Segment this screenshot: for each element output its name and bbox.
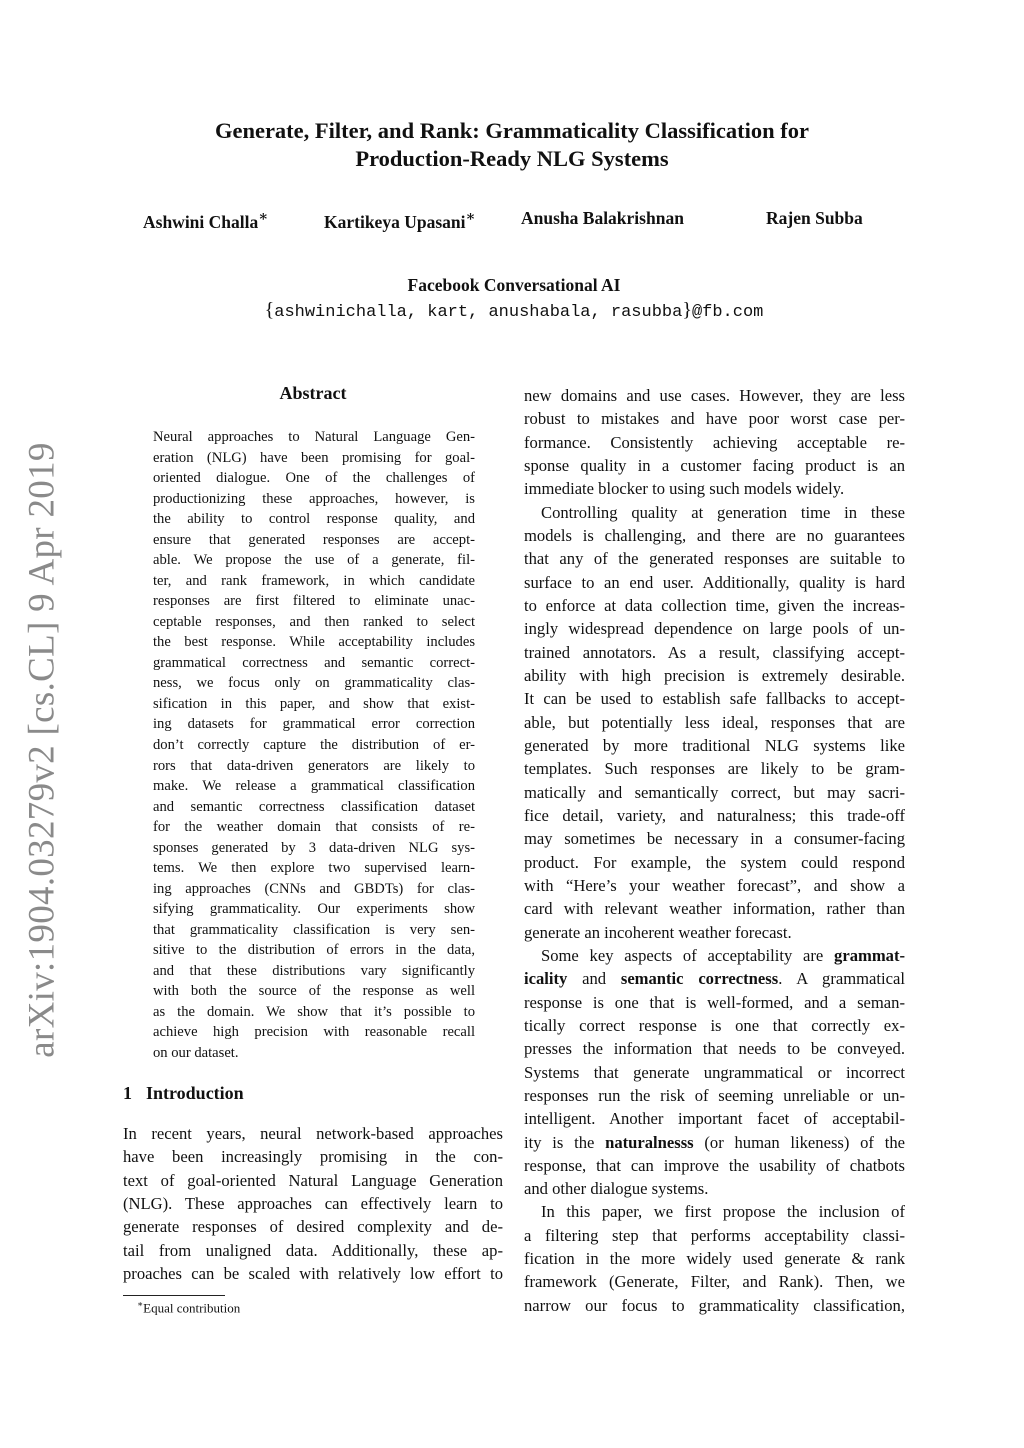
text-line: Neural approaches to Natural Language Gen- bbox=[153, 429, 475, 445]
text-line bbox=[524, 967, 905, 990]
text-line: In this paper, we first propose the inclusion of bbox=[541, 1202, 905, 1222]
text-line: and other dialogue systems. bbox=[524, 1179, 709, 1199]
text-line: responses run the risk of seeming unreliable or un- bbox=[524, 1085, 905, 1105]
text-line: In recent years, neural network-based approaches bbox=[123, 1124, 503, 1143]
bold-term: icality bbox=[524, 969, 568, 989]
right-column-body bbox=[524, 384, 905, 1317]
text-line: Controlling quality at generation time in these bbox=[541, 502, 905, 522]
text-line: with both the source of the response as well bbox=[153, 983, 475, 1000]
title-line-1: Generate, Filter, and Rank: Grammaticality Classification for bbox=[214, 118, 810, 143]
text-span: (or human likeness) of the bbox=[693, 1132, 905, 1152]
footnote-text: Equal contribution bbox=[143, 1300, 241, 1316]
text-line: that any of the generated responses are suitable to bbox=[524, 549, 905, 569]
text-line bbox=[524, 944, 905, 967]
text-line: grammatical correctness and semantic correct- bbox=[153, 654, 475, 671]
text-line bbox=[524, 1131, 905, 1154]
text-line: models is challenging, and there are no guarantees bbox=[524, 525, 905, 545]
text-line: ability with high precision is extremely desirable. bbox=[524, 665, 905, 685]
text-line: framework (Generate, Filter, and Rank). Then, we bbox=[524, 1272, 905, 1292]
bold-term: grammat- bbox=[834, 945, 905, 965]
footnote-rule bbox=[123, 1295, 225, 1296]
introduction-body bbox=[123, 1122, 503, 1285]
author bbox=[324, 208, 476, 233]
text-line: tems. We then explore two supervised learn- bbox=[153, 860, 475, 877]
paper-title bbox=[0, 117, 1024, 173]
footnote bbox=[137, 1299, 240, 1316]
text-line: the best response. While acceptability includes bbox=[153, 634, 475, 651]
text-line: surface to an end user. Additionally, quality is hard bbox=[524, 572, 905, 592]
email-line bbox=[0, 299, 1024, 322]
text-line: ing datasets for grammatical error correction bbox=[153, 716, 475, 733]
text-line: sponse quality in a customer facing product is an bbox=[524, 455, 905, 475]
text-line: generated by more traditional NLG systems like bbox=[524, 735, 905, 755]
text-line: responses are first filtered to eliminate unac- bbox=[153, 593, 475, 610]
section-title: Introduction bbox=[146, 1083, 244, 1103]
text-line: and that these distributions vary significantly bbox=[153, 962, 475, 979]
text-line: may sometimes be necessary in a consumer-facing bbox=[524, 829, 905, 849]
paragraph bbox=[524, 1200, 905, 1317]
text-line: ter, and rank framework, in which candidate bbox=[153, 572, 475, 589]
affiliation: Facebook Conversational AI bbox=[407, 275, 621, 295]
text-line: a filtering step that performs acceptability classi- bbox=[524, 1225, 905, 1245]
author-name: Anusha Balakrishnan bbox=[521, 208, 684, 228]
email-close-brace: } bbox=[682, 299, 692, 321]
text-line: text of goal-oriented Natural Language Generation bbox=[123, 1170, 503, 1190]
text-span: ity is the bbox=[524, 1132, 606, 1152]
email-domain: @fb.com bbox=[691, 303, 764, 322]
text-line: able, but potentially less ideal, responses that are bbox=[524, 712, 905, 732]
text-line: fice detail, variety, and naturalness; this trade-off bbox=[524, 805, 905, 825]
text-line: the ability to control response quality, and bbox=[153, 511, 475, 528]
author bbox=[521, 208, 684, 229]
text-line: for the weather domain that consists of re- bbox=[153, 819, 475, 836]
text-span: and bbox=[567, 969, 621, 989]
text-line: eration (NLG) have been promising for goal- bbox=[153, 449, 475, 466]
text-line: response is one that is well-formed, and a seman- bbox=[524, 992, 905, 1012]
title-line-2: Production-Ready NLG Systems bbox=[355, 146, 669, 171]
text-line: generate responses of desired complexity and de- bbox=[123, 1217, 503, 1237]
text-line: sification in this paper, and show that exist- bbox=[153, 695, 475, 712]
text-line: ingly widespread dependence on large pools of un- bbox=[524, 619, 905, 639]
text-line: with “Here’s your weather forecast”, and show a bbox=[524, 875, 905, 895]
section-number: 1 bbox=[123, 1083, 132, 1103]
email-open-brace: { bbox=[264, 299, 275, 321]
paragraph bbox=[524, 384, 905, 501]
text-line: generate an incoherent weather forecast. bbox=[524, 922, 792, 942]
abstract-heading: Abstract bbox=[279, 383, 347, 403]
text-line: on our dataset. bbox=[153, 1044, 239, 1061]
abstract-body bbox=[153, 427, 475, 1063]
text-line: have been increasingly promising in the con- bbox=[123, 1147, 503, 1167]
text-line: tail from unaligned data. Additionally, these ap- bbox=[123, 1240, 503, 1260]
text-line: ensure that generated responses are accept- bbox=[153, 531, 475, 548]
text-line: and semantic correctness classification dataset bbox=[153, 798, 475, 815]
text-line: trained annotators. As a result, classifying accept- bbox=[524, 642, 905, 662]
text-line: (NLG). These approaches can effectively learn to bbox=[123, 1193, 503, 1213]
text-line: sitive to the distribution of errors in the data, bbox=[153, 942, 475, 959]
text-line: narrow our focus to grammaticality classification, bbox=[524, 1295, 905, 1315]
email-names: ashwinichalla, kart, anushabala, rasubba bbox=[274, 303, 683, 322]
text-line: achieve high precision with reasonable recall bbox=[153, 1024, 475, 1041]
text-line: templates. Such responses are likely to be gram- bbox=[524, 759, 905, 779]
text-line: card with relevant weather information, rather than bbox=[524, 899, 905, 919]
text-line: intelligent. Another important facet of acceptabil- bbox=[524, 1109, 905, 1129]
text-line: sponses generated by 3 data-driven NLG sys- bbox=[153, 839, 475, 856]
text-line: new domains and use cases. However, they are less bbox=[524, 386, 905, 405]
text-line: rors that data-driven generators are likely to bbox=[153, 757, 475, 774]
text-line: product. For example, the system could respond bbox=[524, 852, 905, 872]
author-mark: ∗ bbox=[258, 209, 269, 225]
text-line: matically and semantically correct, but may sacri- bbox=[524, 782, 905, 802]
text-line: Systems that generate ungrammatical or incorrect bbox=[524, 1062, 905, 1082]
text-line: sifying grammaticality. Our experiments show bbox=[153, 901, 475, 918]
text-line: oriented dialogue. One of the challenges of bbox=[153, 470, 475, 487]
arxiv-stamp: arXiv:1904.03279v2 [cs.CL] 9 Apr 2019 bbox=[21, 442, 63, 1058]
text-line: It can be used to establish safe fallbacks to accept- bbox=[524, 689, 905, 709]
text-line: tically correct response is one that correctly ex- bbox=[524, 1015, 905, 1035]
text-line: productionizing these approaches, however, is bbox=[153, 490, 475, 507]
text-line: response, that can improve the usability of chatbots bbox=[524, 1155, 905, 1175]
footnote-mark: ∗ bbox=[137, 1299, 144, 1309]
author-mark: ∗ bbox=[465, 209, 476, 225]
text-line: robust to mistakes and have poor worst case per- bbox=[524, 409, 905, 429]
text-line: presses the information that needs to be conveyed. bbox=[524, 1039, 905, 1059]
paragraph bbox=[524, 501, 905, 944]
bold-term: semantic correctness bbox=[620, 969, 779, 989]
text-line: as the domain. We show that it’s possible to bbox=[153, 1003, 475, 1020]
text-line: to enforce at data collection time, given the increas- bbox=[524, 595, 905, 615]
author-name: Kartikeya Upasani bbox=[324, 211, 466, 232]
text-line: don’t correctly capture the distribution of er- bbox=[153, 736, 475, 753]
text-line: immediate blocker to using such models widely. bbox=[524, 479, 845, 499]
text-line: make. We release a grammatical classification bbox=[153, 778, 475, 795]
text-line: ness, we focus only on grammaticality clas- bbox=[153, 675, 475, 692]
paragraph bbox=[524, 944, 905, 1201]
text-line: that grammaticality classification is very sen- bbox=[153, 921, 475, 938]
text-line: formance. Consistently achieving acceptable re- bbox=[524, 432, 905, 452]
text-line: ceptable responses, and then ranked to select bbox=[153, 613, 475, 630]
author-name: Ashwini Challa bbox=[143, 211, 259, 232]
section-heading-introduction bbox=[123, 1083, 244, 1104]
text-span: Some key aspects of acceptability are bbox=[541, 945, 835, 965]
author bbox=[143, 208, 268, 233]
author bbox=[766, 208, 863, 229]
bold-term: naturalnesss bbox=[605, 1132, 694, 1152]
text-span: . A grammatical bbox=[778, 969, 905, 989]
author-name: Rajen Subba bbox=[766, 208, 863, 228]
text-line: proaches can be scaled with relatively low effort to bbox=[123, 1263, 503, 1283]
text-line: ing approaches (CNNs and GBDTs) for clas- bbox=[153, 880, 475, 897]
text-line: able. We propose the use of a generate, fil- bbox=[153, 552, 475, 569]
text-line: fication in the more widely used generate & rank bbox=[524, 1249, 905, 1269]
